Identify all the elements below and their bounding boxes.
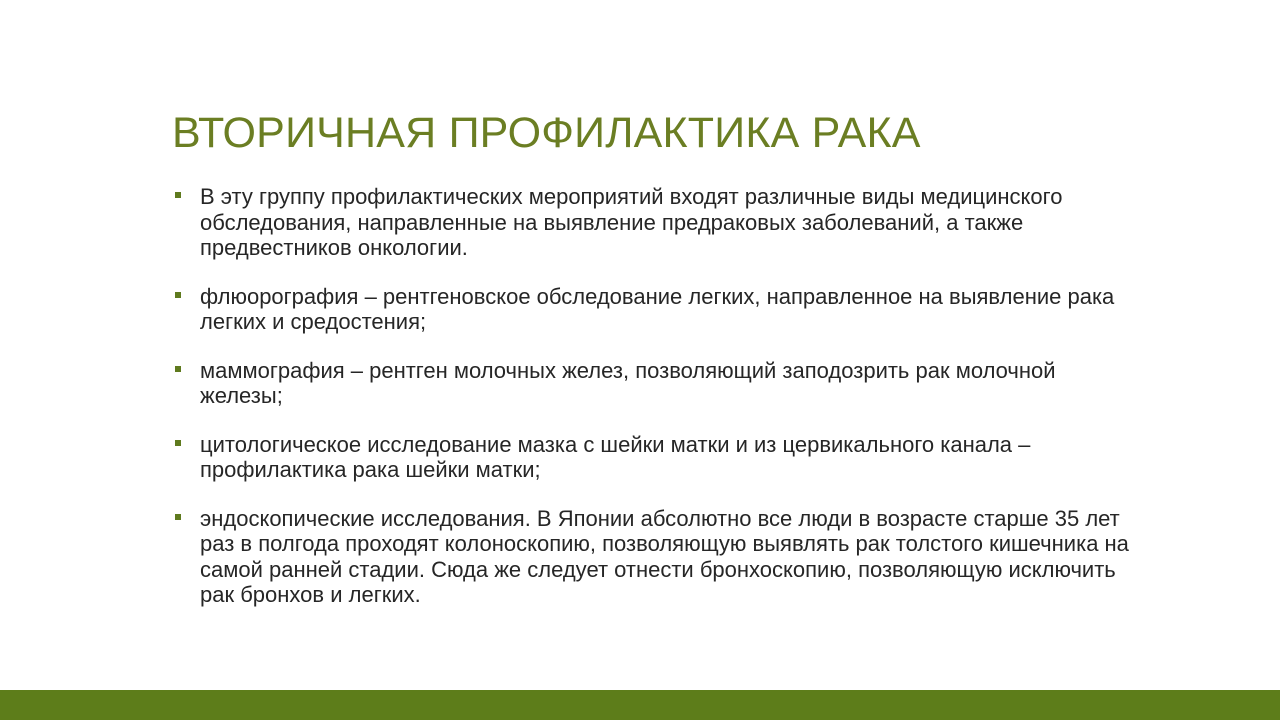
square-bullet-icon (175, 192, 181, 198)
bullet-item (172, 432, 1132, 483)
bullet-item (172, 506, 1132, 608)
square-bullet-icon (175, 292, 181, 298)
square-bullet-icon (175, 366, 181, 372)
bullet-item (172, 358, 1132, 409)
bullet-text: эндоскопические исследования. В Японии абсолютно все люди в возрасте старше 35 лет раз в полгода проходят колоноскопию, позволяющую выявлять рак толстого кишечника на самой ранней стадии. Сюда же следует отнести бронхоскопию, позволяющую исключить рак бронхов и легких. (200, 505, 1129, 607)
square-bullet-icon (175, 514, 181, 520)
square-bullet-icon (175, 440, 181, 446)
bullet-text: В эту группу профилактических мероприятий входят различные виды медицинского обследования, направленные на выявление предраковых заболеваний, а также предвестников онкологии. (200, 184, 1063, 260)
bullet-item (172, 184, 1132, 261)
bullet-item (172, 284, 1132, 335)
bullet-text: маммография – рентген молочных желез, позволяющий заподозрить рак молочной железы; (200, 357, 1056, 408)
bullet-list (172, 184, 1132, 631)
bottom-accent-bar (0, 690, 1280, 720)
bullet-text: цитологическое исследование мазка с шейки матки и из цервикального канала – профилактика рака шейки матки; (200, 431, 1031, 482)
bullet-text: флюорография – рентгеновское обследование легких, направленное на выявление рака легких и средостения; (200, 283, 1115, 334)
slide-title: ВТОРИЧНАЯ ПРОФИЛАКТИКА РАКА (172, 109, 921, 157)
